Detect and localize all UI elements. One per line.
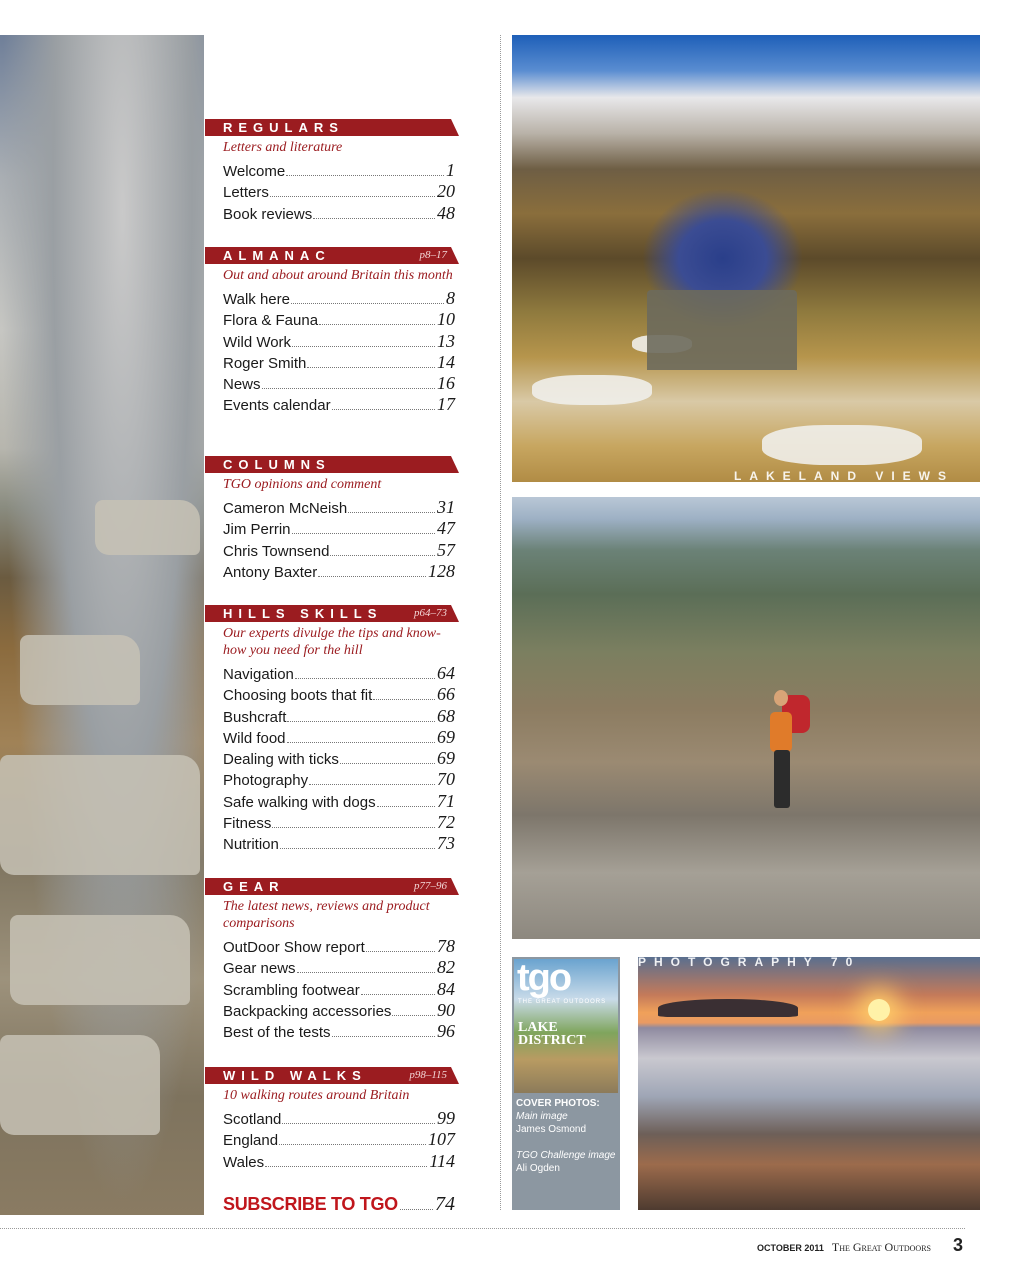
toc-entry-label: Walk here <box>223 291 290 308</box>
section-heading[interactable] <box>205 119 459 136</box>
section-subtitle: Letters and literature <box>223 140 343 155</box>
leader-dots <box>330 555 435 556</box>
toc-entry-label: Antony Baxter <box>223 563 318 581</box>
section-subtitle: Our experts divulge the tips and know-how you need for the hill <box>223 626 441 658</box>
toc-section <box>205 878 459 1042</box>
toc-entry-label: Scrambling footwear <box>223 981 360 999</box>
bothy-ruin <box>647 290 797 370</box>
cover-headline: LAKE DISTRICT <box>518 1020 586 1048</box>
toc-entry-page: 8 <box>446 288 455 308</box>
toc-entry-page: 66 <box>437 684 455 705</box>
leader-dots <box>361 994 435 995</box>
section-page-range: p77–96 <box>414 880 447 892</box>
toc-entry-label: Navigation <box>223 666 294 683</box>
toc-entry-page: 73 <box>437 833 455 854</box>
toc-entry[interactable] <box>205 791 459 812</box>
toc-entry-page: 1 <box>446 160 455 180</box>
page-footer <box>757 1235 963 1256</box>
toc-entry[interactable] <box>205 1021 459 1042</box>
leader-dots <box>282 1123 435 1124</box>
toc-entry-page: 114 <box>429 1150 455 1171</box>
toc-entry-label: Welcome <box>223 163 286 180</box>
section-page-range: p8–17 <box>419 249 447 261</box>
section-title: COLUMNS <box>223 457 331 472</box>
toc-entry-label: Best of the tests <box>223 1024 331 1042</box>
issue-date: OCTOBER 2011 <box>757 1243 824 1253</box>
toc-entry-page: 69 <box>437 748 455 769</box>
toc-entry[interactable] <box>205 203 459 224</box>
main-image-label: Main image <box>516 1111 568 1122</box>
section-page-range: p98–115 <box>409 1069 447 1081</box>
island-silhouette <box>658 999 798 1017</box>
toc-entry-label: Chris Townsend <box>223 542 330 560</box>
toc-entry[interactable] <box>205 352 459 373</box>
toc-section <box>205 119 459 224</box>
leader-dots <box>332 409 435 410</box>
toc-entry-page: 48 <box>437 202 455 223</box>
leader-dots <box>270 196 435 197</box>
toc-entry[interactable] <box>205 181 459 202</box>
toc-entry[interactable] <box>205 979 459 1000</box>
toc-entry[interactable] <box>205 373 459 394</box>
leader-dots <box>377 806 435 807</box>
magazine-name: The Great Outdoors <box>831 1240 931 1254</box>
toc-entry-label: Photography <box>223 772 309 790</box>
toc-entry-label: Cameron McNeish <box>223 500 348 517</box>
leader-dots <box>297 972 435 973</box>
toc-entry-label: Fitness <box>223 815 272 833</box>
toc-entry-page: 72 <box>437 812 455 833</box>
section-subtitle: 10 walking routes around Britain <box>223 1088 410 1103</box>
toc-entry-page: 20 <box>437 181 455 202</box>
toc-entry-label: England <box>223 1132 279 1150</box>
toc-entry[interactable] <box>205 812 459 833</box>
toc-entry-page: 10 <box>437 309 455 330</box>
footer-rule <box>0 1228 965 1229</box>
toc-entry[interactable] <box>205 1151 459 1172</box>
left-edge-photo <box>0 35 204 1215</box>
toc-entry-label: Wild Work <box>223 333 292 351</box>
section-title: ALMANAC <box>223 248 331 263</box>
section-title: HILLS SKILLS <box>223 606 383 621</box>
toc-entry[interactable] <box>205 1129 459 1150</box>
toc-entry-page: 99 <box>437 1108 455 1128</box>
leader-dots <box>309 784 435 785</box>
toc-entry-page: 31 <box>437 497 455 517</box>
toc-entry[interactable] <box>205 748 459 769</box>
walker-body <box>770 712 792 752</box>
subscribe-label: SUBSCRIBE TO TGO <box>223 1194 398 1214</box>
leader-dots <box>348 512 435 513</box>
leader-dots <box>291 303 444 304</box>
leader-dots <box>280 848 435 849</box>
toc-entry[interactable] <box>205 331 459 352</box>
leader-dots <box>265 1166 427 1167</box>
toc-entry-label: Safe walking with dogs <box>223 793 376 811</box>
leader-dots <box>392 1015 435 1016</box>
toc-entry-page: 107 <box>428 1129 455 1150</box>
toc-entry-page: 68 <box>437 705 455 726</box>
section-title: GEAR <box>223 879 285 894</box>
leader-dots <box>340 763 435 764</box>
sun <box>868 999 890 1021</box>
leader-dots <box>287 721 435 722</box>
toc-entry-page: 69 <box>437 726 455 747</box>
leader-dots <box>319 324 435 325</box>
section-page-range: p64–73 <box>414 607 447 619</box>
toc-entry-label: Nutrition <box>223 836 279 854</box>
toc-section <box>205 1067 459 1172</box>
leader-dots <box>295 678 435 679</box>
toc-entry[interactable] <box>205 706 459 727</box>
challenge-image-credit: Ali Ogden <box>516 1163 560 1174</box>
toc-entry[interactable] <box>205 540 459 561</box>
challenge-image-label: TGO Challenge image <box>516 1150 616 1161</box>
leader-dots <box>287 742 435 743</box>
caption-photography: PHOTOGRAPHY 70 <box>638 955 861 969</box>
leader-dots <box>292 533 435 534</box>
toc-entry-page: 14 <box>437 351 455 372</box>
toc-entry-page: 47 <box>437 518 455 539</box>
section-heading[interactable] <box>205 878 459 895</box>
toc-entry-page: 84 <box>437 978 455 999</box>
toc-entry[interactable] <box>205 288 459 309</box>
toc-entry[interactable] <box>205 833 459 854</box>
toc-entry[interactable] <box>205 1000 459 1021</box>
toc-entry[interactable] <box>205 663 459 684</box>
toc-entry[interactable] <box>205 936 459 957</box>
toc-entry[interactable] <box>205 684 459 705</box>
walker-head <box>774 690 788 706</box>
subscribe-page: 74 <box>435 1193 455 1215</box>
leader-dots <box>279 1144 426 1145</box>
toc-entry-label: OutDoor Show report <box>223 939 365 956</box>
leader-dots <box>286 175 444 176</box>
toc-entry[interactable] <box>205 160 459 181</box>
column-divider <box>500 35 501 1210</box>
section-heading[interactable] <box>205 605 459 622</box>
leader-dots <box>332 1036 435 1037</box>
section-subtitle: TGO opinions and comment <box>223 477 382 492</box>
toc-entry[interactable] <box>205 518 459 539</box>
toc-entry-label: Backpacking accessories <box>223 1002 392 1020</box>
toc-entry-label: Gear news <box>223 960 296 978</box>
toc-entry-label: Letters <box>223 184 269 202</box>
section-title: REGULARS <box>223 120 344 135</box>
toc-entry[interactable] <box>205 727 459 748</box>
leader-dots <box>373 699 435 700</box>
cover-panel[interactable] <box>512 957 620 1210</box>
toc-section <box>205 247 459 416</box>
credits-heading: COVER PHOTOS: <box>516 1098 600 1109</box>
toc-entry[interactable] <box>205 769 459 790</box>
toc-entry[interactable] <box>205 1108 459 1129</box>
toc-entry-label: Scotland <box>223 1111 282 1128</box>
toc-entry-label: Jim Perrin <box>223 521 291 539</box>
toc-section <box>205 605 459 855</box>
toc-entry-page: 70 <box>437 769 455 790</box>
leader-dots <box>272 827 435 828</box>
walker-legs <box>774 750 790 808</box>
toc-entry-label: Bushcraft <box>223 708 287 726</box>
tgo-logo: tgo <box>517 957 571 999</box>
toc-entry[interactable] <box>205 394 459 415</box>
cover-credits <box>516 1097 618 1175</box>
leader-dots <box>307 367 435 368</box>
toc-entry[interactable] <box>205 497 459 518</box>
section-heading[interactable] <box>205 456 459 473</box>
toc-entry-page: 96 <box>437 1021 455 1042</box>
toc-entry-label: Roger Smith <box>223 354 307 372</box>
leader-dots <box>318 576 426 577</box>
photography-sunset-photo[interactable] <box>638 957 980 1210</box>
toc-entry-label: Choosing boots that fit <box>223 687 373 705</box>
toc-entry-label: News <box>223 376 261 394</box>
main-image-credit: James Osmond <box>516 1124 587 1135</box>
toc-entry-page: 82 <box>437 957 455 978</box>
toc-entry-label: Events calendar <box>223 397 331 415</box>
leader-dots <box>292 346 435 347</box>
toc-entry-page: 13 <box>437 330 455 351</box>
toc-entry-page: 64 <box>437 663 455 683</box>
toc-entry-label: Dealing with ticks <box>223 751 339 769</box>
toc-entry-page: 90 <box>437 999 455 1020</box>
toc-entry-label: Book reviews <box>223 205 313 223</box>
toc-entry-page: 57 <box>437 539 455 560</box>
toc-entry[interactable] <box>205 561 459 582</box>
toc-entry-label: Wild food <box>223 729 286 747</box>
leader-dots <box>313 218 435 219</box>
section-heading[interactable] <box>205 1067 459 1084</box>
section-subtitle: The latest news, reviews and product comparisons <box>223 899 430 931</box>
toc-entry-page: 17 <box>437 394 455 415</box>
toc-entry-page: 16 <box>437 373 455 394</box>
lakeland-photo[interactable] <box>512 35 980 497</box>
cover-strapline: THE GREAT OUTDOORS <box>518 999 607 1005</box>
caption-lakeland: LAKELAND VIEWS 22 <box>734 469 954 497</box>
page-number: 3 <box>952 1235 963 1255</box>
section-heading[interactable] <box>205 247 459 264</box>
subscribe-link[interactable] <box>223 1193 455 1216</box>
toc-entry[interactable] <box>205 309 459 330</box>
toc-entry-page: 78 <box>437 936 455 956</box>
scotland-hillwalker-photo[interactable] <box>512 497 980 939</box>
section-title: WILD WALKS <box>223 1068 367 1083</box>
toc-entry-label: Flora & Fauna <box>223 312 319 330</box>
toc-entry-page: 71 <box>437 790 455 811</box>
toc-entry-page: 128 <box>428 560 455 581</box>
toc-section <box>205 456 459 582</box>
section-subtitle: Out and about around Britain this month <box>223 268 453 283</box>
leader-dots <box>400 1209 433 1210</box>
toc-entry[interactable] <box>205 957 459 978</box>
toc-entry-label: Wales <box>223 1153 265 1171</box>
cover-thumbnail[interactable] <box>514 959 618 1093</box>
leader-dots <box>366 951 435 952</box>
leader-dots <box>262 388 435 389</box>
